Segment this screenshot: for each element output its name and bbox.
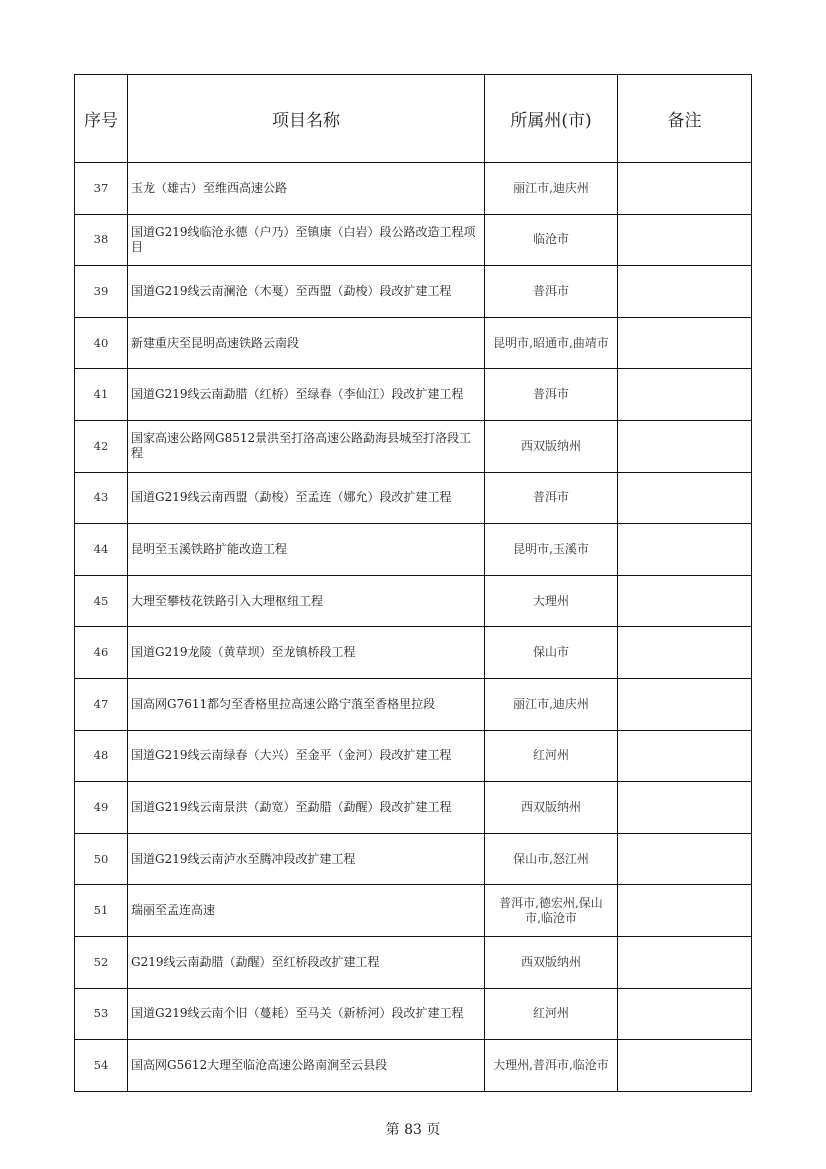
- row-index: 53: [75, 988, 128, 1040]
- table-row: [75, 163, 752, 215]
- row-project-name: 国道G219线云南泸水至腾冲段改扩建工程: [128, 833, 485, 885]
- row-index: 45: [75, 575, 128, 627]
- project-table: [74, 74, 752, 1092]
- row-project-name: 国道G219线云南个旧（蔓耗）至马关（新桥河）段改扩建工程: [128, 988, 485, 1040]
- row-project-name: 国道G219龙陵（黄草坝）至龙镇桥段工程: [128, 627, 485, 679]
- row-index: 48: [75, 730, 128, 782]
- row-region: 大理州: [485, 575, 618, 627]
- table-row: [75, 782, 752, 834]
- table-row: [75, 678, 752, 730]
- row-project-name: 瑞丽至孟连高速: [128, 885, 485, 937]
- row-index: 43: [75, 472, 128, 524]
- row-note: [618, 317, 752, 369]
- table-row: [75, 369, 752, 421]
- row-index: 37: [75, 163, 128, 215]
- row-project-name: 国道G219线云南绿春（大兴）至金平（金河）段改扩建工程: [128, 730, 485, 782]
- row-note: [618, 833, 752, 885]
- page-number: 第 83 页: [385, 1122, 441, 1138]
- row-project-name: G219线云南勐腊（勐醒）至红桥段改扩建工程: [128, 936, 485, 988]
- table-row: [75, 266, 752, 318]
- row-note: [618, 678, 752, 730]
- row-index: 47: [75, 678, 128, 730]
- header-note: 备注: [618, 75, 752, 163]
- table-row: [75, 420, 752, 472]
- row-region: 普洱市: [485, 266, 618, 318]
- row-index: 52: [75, 936, 128, 988]
- table-row: [75, 317, 752, 369]
- table-body: [75, 163, 752, 1092]
- row-project-name: 国道G219线云南景洪（勐宽）至勐腊（勐醒）段改扩建工程: [128, 782, 485, 834]
- row-project-name: 国道G219线云南西盟（勐梭）至孟连（娜允）段改扩建工程: [128, 472, 485, 524]
- row-project-name: 国家高速公路网G8512景洪至打洛高速公路勐海县城至打洛段工程: [128, 420, 485, 472]
- header-index: 序号: [75, 75, 128, 163]
- row-note: [618, 266, 752, 318]
- row-note: [618, 524, 752, 576]
- row-region: 保山市,怒江州: [485, 833, 618, 885]
- table-row: [75, 988, 752, 1040]
- row-note: [618, 420, 752, 472]
- row-index: 44: [75, 524, 128, 576]
- row-project-name: 国道G219线云南勐腊（红桥）至绿春（李仙江）段改扩建工程: [128, 369, 485, 421]
- row-note: [618, 988, 752, 1040]
- table-row: [75, 472, 752, 524]
- row-region: 西双版纳州: [485, 420, 618, 472]
- row-region: 保山市: [485, 627, 618, 679]
- header-region: 所属州(市): [485, 75, 618, 163]
- row-project-name: 国高网G5612大理至临沧高速公路南涧至云县段: [128, 1040, 485, 1092]
- row-region: 红河州: [485, 730, 618, 782]
- row-note: [618, 885, 752, 937]
- row-region: 普洱市: [485, 369, 618, 421]
- table-row: [75, 575, 752, 627]
- row-note: [618, 782, 752, 834]
- row-note: [618, 1040, 752, 1092]
- table-row: [75, 833, 752, 885]
- row-note: [618, 730, 752, 782]
- row-project-name: 国道G219线临沧永德（户乃）至镇康（白岩）段公路改造工程项目: [128, 214, 485, 266]
- row-index: 51: [75, 885, 128, 937]
- row-region: 大理州,普洱市,临沧市: [485, 1040, 618, 1092]
- row-index: 38: [75, 214, 128, 266]
- row-index: 42: [75, 420, 128, 472]
- row-region: 西双版纳州: [485, 936, 618, 988]
- row-index: 50: [75, 833, 128, 885]
- row-index: 40: [75, 317, 128, 369]
- row-region: 普洱市,德宏州,保山市,临沧市: [485, 885, 618, 937]
- header-project-name: 项目名称: [128, 75, 485, 163]
- row-project-name: 国道G219线云南澜沧（木戛）至西盟（勐梭）段改扩建工程: [128, 266, 485, 318]
- row-index: 49: [75, 782, 128, 834]
- row-region: 红河州: [485, 988, 618, 1040]
- row-note: [618, 627, 752, 679]
- row-region: 西双版纳州: [485, 782, 618, 834]
- row-region: 丽江市,迪庆州: [485, 163, 618, 215]
- table-row: [75, 730, 752, 782]
- row-region: 昆明市,昭通市,曲靖市: [485, 317, 618, 369]
- table-row: [75, 214, 752, 266]
- row-project-name: 新建重庆至昆明高速铁路云南段: [128, 317, 485, 369]
- row-index: 54: [75, 1040, 128, 1092]
- table-row: [75, 524, 752, 576]
- table-row: [75, 885, 752, 937]
- row-note: [618, 369, 752, 421]
- row-note: [618, 163, 752, 215]
- table-row: [75, 627, 752, 679]
- row-region: 普洱市: [485, 472, 618, 524]
- row-note: [618, 936, 752, 988]
- row-note: [618, 214, 752, 266]
- row-region: 临沧市: [485, 214, 618, 266]
- row-project-name: 玉龙（雄古）至维西高速公路: [128, 163, 485, 215]
- table-row: [75, 936, 752, 988]
- row-region: 昆明市,玉溪市: [485, 524, 618, 576]
- table-row: [75, 1040, 752, 1092]
- row-project-name: 大理至攀枝花铁路引入大理枢纽工程: [128, 575, 485, 627]
- row-index: 46: [75, 627, 128, 679]
- row-region: 丽江市,迪庆州: [485, 678, 618, 730]
- row-note: [618, 575, 752, 627]
- row-index: 39: [75, 266, 128, 318]
- row-note: [618, 472, 752, 524]
- table-header-row: [75, 75, 752, 163]
- row-project-name: 国高网G7611都匀至香格里拉高速公路宁蒗至香格里拉段: [128, 678, 485, 730]
- row-index: 41: [75, 369, 128, 421]
- row-project-name: 昆明至玉溪铁路扩能改造工程: [128, 524, 485, 576]
